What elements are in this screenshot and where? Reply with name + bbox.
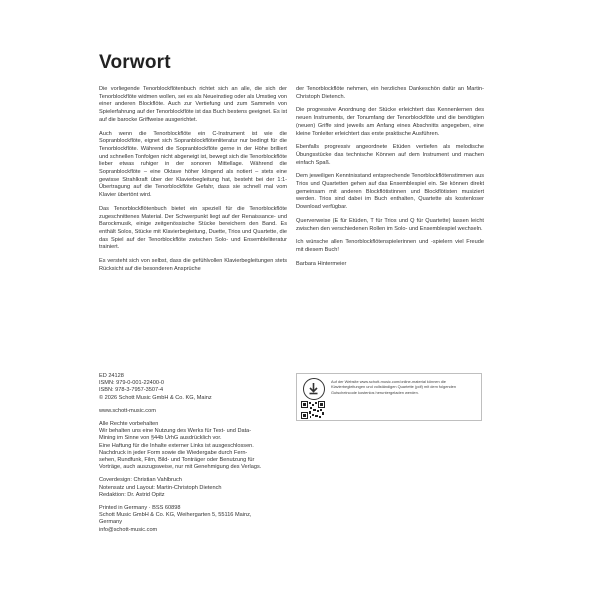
foreword-paragraph: Dem jeweiligen Kenntnisstand entsprechende Tenorblockflötenstimmen aus Trios und Quartetten gehen auf das Ensemblespiel ein. Sie können direkt gemeinsam mit anderen Blockflötistinnen und Blockflötisten musiziert werden. Trios sind dabei im Buch enthalten, Quartette als kostenloser Download verfügbar. (296, 173, 484, 211)
imprint-printing (99, 505, 284, 534)
ismn: ISMN: 979-0-001-22400-0 (99, 380, 164, 387)
author-signature: Barbara Hintermeier (296, 260, 347, 267)
publisher-email[interactable]: info@schott-music.com (99, 526, 158, 533)
rights-line: sehen, Rundfunk, Film, Bild- und Tonträger oder Benutzung für (99, 457, 255, 464)
foreword-paragraph: Die progressive Anordnung der Stücke erleichtert das Kennenlernen des neuen Instruments, der Tonumfang der Tenorblockflöte und die benötigten (neuen) Griffe sind jeweils am Anfang eines Abschnitts angegeben, eine kleine Tonleiter erleichtert das erste praktische Ausführen. (296, 107, 484, 137)
copyright: © 2026 Schott Music GmbH & Co. KG, Mainz (99, 394, 212, 401)
foreword-paragraph: Das Tenorblockflötenbuch bietet ein speziell für die Tenorblockflöte zugeschnittenes Material. Der Schwerpunkt liegt auf der Renaissance- und Barockmusik, einige zeitgenössische Stücke bereichern den Band. Es enthält Solos, Stücke mit Klavierbegleitung, Duette, Trios und Quartette, die das Spiel auf der Tenorblockflöte zwischen Solo- und Ensembleliteratur trainiert. (99, 205, 287, 251)
foreword-paragraph: Ich wünsche allen Tenorblockflötenspielerinnen und -spielern viel Freude mit diesem Buch! (296, 239, 484, 253)
foreword-paragraph: Ebenfalls progressiv angeordnete Etüden vertiefen als melodische Übungsstücke das technische Können auf dem Instrument und machen einfach Spaß. (296, 144, 484, 166)
rights-line: Wir behalten uns eine Nutzung des Werks für Text- und Data- (99, 428, 252, 435)
foreword-paragraph: Die vorliegende Tenorblockflötenbuch richtet sich an alle, die sich der Tenorblockflöte widmen wollen, sei es als Neueinstieg oder als Umstieg von einer anderen Blockflöte. Auch zur Vertiefung und zum Sammeln von Spielerfahrung auf der Tenorblockflöte ist das Buch bestens geeignet. Es ist auf die barocke Griffweise ausgerichtet. (99, 86, 287, 123)
online-material-box (296, 373, 482, 421)
imprint (99, 373, 284, 540)
foreword-paragraph: Es versteht sich von selbst, dass die gefühlvollen Klavierbegleitungen stets Rücksicht auf die besonderen Ansprüche (99, 258, 287, 272)
qr-code-icon[interactable] (301, 401, 325, 419)
rights-line: Mining im Sinne von §44b UrhG ausdrücklich vor. (99, 435, 222, 442)
foreword-paragraph: der Tenorblockflöte nehmen, ein herzliches Dankeschön dafür an Martin-Christoph Dietench. (296, 86, 484, 100)
credit-line: Notensatz und Layout: Martin-Christoph Dietench (99, 484, 222, 491)
credit-line: Coverdesign: Christian Vahlbruch (99, 477, 182, 484)
printing-line: Germany (99, 519, 123, 526)
rights-line: Alle Rechte vorbehalten (99, 421, 159, 428)
foreword-paragraph: Auch wenn die Tenorblockflöte ein C-Instrument ist wie die Sopranblockflöte, eignet sich Sopranblockflötenliteratur nur bedingt für die Tenorblockflöte. Während die Sopranblockflöte gerne in der Höhe brilliert und schnellen Tonfolgen nicht abgeneigt ist, bewegt sich die Tenorblockflöte lieber etwas ruhiger in der sonoren Mittellage. Während die Sopranblockflöte – eine Oktave höher klingend als notiert – stets eine gewisse Strahlkraft über der Klavierbegleitung hat, besteht bei der 1:1-Übertragung auf die Tenorblockflöte Gefahr, dass sie schnell mal vom Klavier übertönt wird. (99, 130, 287, 199)
imprint-rights (99, 421, 284, 471)
isbn: ISBN: 978-3-7957-3507-4 (99, 387, 164, 394)
publisher-website[interactable]: www.schott-music.com (99, 407, 156, 414)
page-title: Vorwort (99, 52, 171, 73)
foreword-right-column (296, 86, 484, 274)
foreword-paragraph: Querverweise (E für Etüden, T für Trios und Q für Quartette) lassen leicht zwischen den verschiedenen Rollen im Solo- und Ensemblespiel wechseln. (296, 217, 484, 232)
rights-line: Nachdruck in jeder Form sowie die Wiedergabe durch Fern- (99, 449, 248, 456)
online-material-text: Auf der Website www.schott-music.com/online-material können die Klavierbegleitungen und vollständigen Quartette (pdf) mit dem folgenden Gutscheincode kostenlos heruntergeladen werden. (331, 379, 457, 395)
credit-line: Redaktion: Dr. Astrid Opitz (99, 491, 165, 498)
rights-line: Eine Haftung für die Inhalte externer Links ist ausgeschlossen. (99, 442, 254, 449)
foreword-left-column (99, 86, 287, 279)
edition-number: ED 24128 (99, 373, 124, 379)
imprint-website-block (99, 408, 284, 415)
rights-line: Vorträge, auch auszugsweise, nur mit Genehmigung des Verlags. (99, 464, 262, 471)
imprint-ids (99, 373, 284, 402)
imprint-credits (99, 477, 284, 499)
printing-line: Printed in Germany · BSS 60898 (99, 505, 181, 512)
printing-line: Schott Music GmbH & Co. KG, Weihergarten 5, 55116 Mainz, (99, 512, 252, 519)
download-icon (303, 378, 325, 400)
